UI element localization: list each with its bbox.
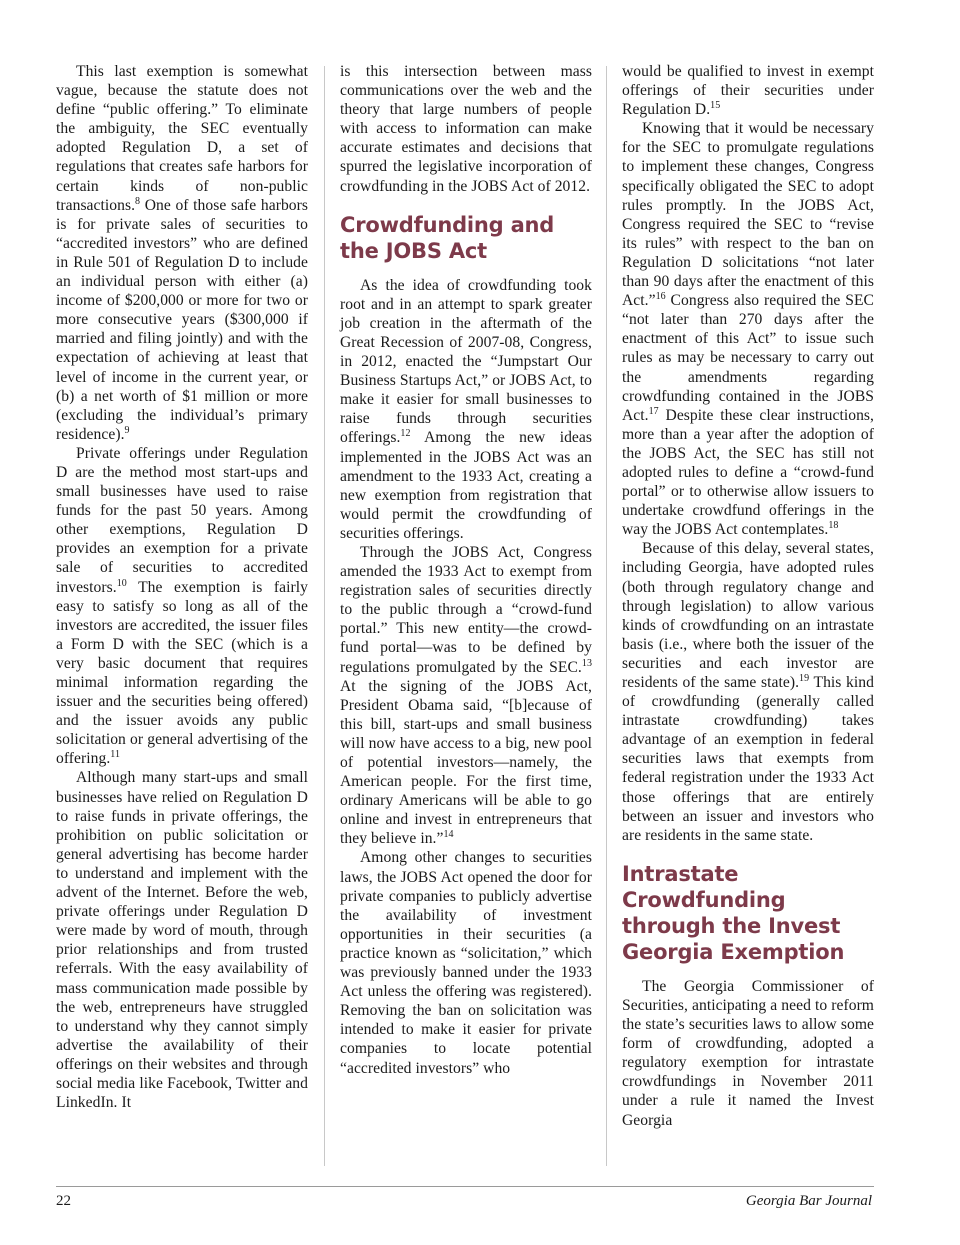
paragraph-text: This last exemption is somewhat vague, because the statute does not define “public offering.” To eliminate the ambiguity, the SEC eventually adopted Regulation D, a set of regulations that creates safe harbors for certain kinds of non-public transactions. <box>56 63 308 214</box>
footnote-marker: 11 <box>110 749 121 761</box>
paragraph-text: would be qualified to invest in exempt offerings of their securities under Regulation D. <box>622 63 874 119</box>
column-divider <box>324 66 325 1166</box>
footer-divider <box>56 1186 874 1187</box>
footnote-marker: 17 <box>648 405 659 417</box>
journal-name: Georgia Bar Journal <box>745 1193 872 1209</box>
paragraph-text: The Georgia Commissioner of Securities, anticipating a need to reform the state’s securities laws to allow some form of crowdfunding, adopted a regulatory exemption for intrastate crowdfundings in November 2011 under a rule it named the Invest Georgia <box>622 977 874 1129</box>
paragraph-text: At the signing of the JOBS Act, President Obama said, “[b]ecause of this bill, start-ups and small business will now have access to a big, new pool of potential investors—namely, the American people. For the first time, ordinary Americans will be able to go online and invest in entrepreneurs that they believe in.” <box>340 677 592 848</box>
paragraph <box>622 977 874 1130</box>
paragraph-text: Through the JOBS Act, Congress amended the 1933 Act to exempt from registration sales of securities directly to the public through a “crowd-fund portal.” This new entity—the crowd-fund portal—was to be defined by regulations promulgated by the SEC. <box>340 543 592 676</box>
footnote-marker: 19 <box>799 673 810 684</box>
paragraph-text: This kind of crowdfunding (generally called intrastate crowdfunding) takes advantage of an exemption in federal securities laws that exempts from federal registration under the 1933 Act those offerings that are entirely between an issuer and investors who are residents in the same state. <box>622 674 874 844</box>
paragraph-text: One of those safe harbors is for private sales of securities to “accredited investors” who are defined in Rule 501 of Regulation D to include an individual person with either (a) income of $200,000 or more for two or more consecutive years ($300,000 if married and filing jointly) and with the expectation of achieving at least that level of income in the current year, or (b) a net worth of $1 million or more (excluding the individual’s primary residence). <box>56 196 308 443</box>
paragraph <box>622 62 874 119</box>
footnote-marker: 13 <box>581 657 592 669</box>
paragraph-text: Among the new ideas implemented in the JOBS Act was an amendment to the 1933 Act, creating a new exemption from registration that would permit the crowdfunding of securities offerings. <box>340 429 592 542</box>
paragraph <box>56 444 308 769</box>
footnote-marker: 16 <box>655 291 666 303</box>
paragraph <box>622 539 874 845</box>
paragraph <box>340 543 592 849</box>
paragraph-text: Among other changes to securities laws, the JOBS Act opened the door for private companies to publicly advertise the availability of investment opportunities in their securities (a practice known as “solicitation,” which was previously banned under the 1933 Act unless the offering was registered). Removing the ban on solicitation was intended to make it easier for private companies to locate potential “accredited investors” who <box>340 849 592 1077</box>
paragraph-text: Congress also required the SEC “not later than 270 days after the enactment of this Act” to issue such rules as may be necessary to carry out the amendments regarding crowdfunding contained in the JOBS Act. <box>622 292 874 424</box>
paragraph <box>622 119 874 539</box>
column-2 <box>340 62 592 1078</box>
page-number: 22 <box>56 1193 71 1209</box>
footnote-marker: 18 <box>828 520 839 532</box>
footnote-marker: 10 <box>116 577 127 589</box>
footnote-marker: 12 <box>400 428 411 440</box>
paragraph-text: Knowing that it would be necessary for the SEC to promulgate regulations to implement these changes, Congress specifically obligated the SEC to adopt rules promptly. In the JOBS Act, Congress required the SEC to “revise its rules” with respect to the ban on Regulation D solicitations “not later than 90 days after the enactment of this Act.” <box>622 120 874 310</box>
paragraph-text: Although many start-ups and small businesses have relied on Regulation D to raise funds in private offerings, the prohibition on public solicitation or general advertising has become harder to understand and implement with the advent of the Internet. Before the web, private offerings under Regulation D were made by word of mouth, through prior relationships and from trusted referrals. With the easy availability of mass communication made possible by the web, entrepreneurs have struggled to understand why they cannot simply advertise the availability of their offerings on their websites and through social media like Facebook, Twitter and LinkedIn. It <box>56 769 308 1112</box>
paragraph <box>340 62 592 196</box>
footnote-marker: 9 <box>124 424 130 436</box>
paragraph <box>340 848 592 1077</box>
paragraph <box>56 62 308 444</box>
paragraph <box>340 276 592 543</box>
section-heading: Crowdfunding and the JOBS Act <box>340 212 555 263</box>
footnote-marker: 8 <box>135 195 141 207</box>
paragraph-text: Despite these clear instructions, more than a year after the adoption of the JOBS Act, the SEC has still not adopted rules to define a “crowd-fund portal” or to otherwise allow issuers to undertake crowdfund offerings in the way the JOBS Act contemplates. <box>622 406 874 539</box>
footnote-marker: 15 <box>710 100 721 112</box>
paragraph-text: Because of this delay, several states, including Georgia, have adopted rules (both through regulatory change and through legislation) to allow various kinds of crowdfunding on an intrastate basis (i.e., where both the issuer of the securities and each investor are residents of the same state). <box>622 540 874 691</box>
column-divider <box>606 66 607 1166</box>
paragraph-text: Private offerings under Regulation D are the method most start-ups and small businesses have used to raise funds for the past 50 years. Among other exemptions, Regulation D provides an exemption for a private sale of securities to accredited investors. <box>56 444 308 596</box>
column-3 <box>622 62 874 1130</box>
paragraph-text: is this intersection between mass communications over the web and the theory that large numbers of people with access to information can make accurate estimates and decisions that spurred the legislative incorporation of crowdfunding in the JOBS Act of 2012. <box>340 63 592 195</box>
section-heading: Intrastate Crowdfunding through the Invest Georgia Exemption <box>622 861 845 964</box>
paragraph-text: As the idea of crowdfunding took root and in an attempt to spark greater job creation in the aftermath of the Great Recession of 2007-08, Congress, in 2012, enacted the “Jumpstart Our Business Startups Act,” or JOBS Act, to make it easier for small businesses to raise funds through securities offerings. <box>340 276 592 447</box>
column-1 <box>56 62 308 1112</box>
paragraph <box>56 768 308 1112</box>
paragraph-text: The exemption is fairly easy to satisfy so long as all of the investors are accredited, the issuer files a Form D with the SEC (which is a very basic document that requires minimal information regarding the issuer and the securities being offered) and the issuer avoids any public solicitation or general advertising of the offering. <box>56 578 308 768</box>
footnote-marker: 14 <box>443 829 454 841</box>
